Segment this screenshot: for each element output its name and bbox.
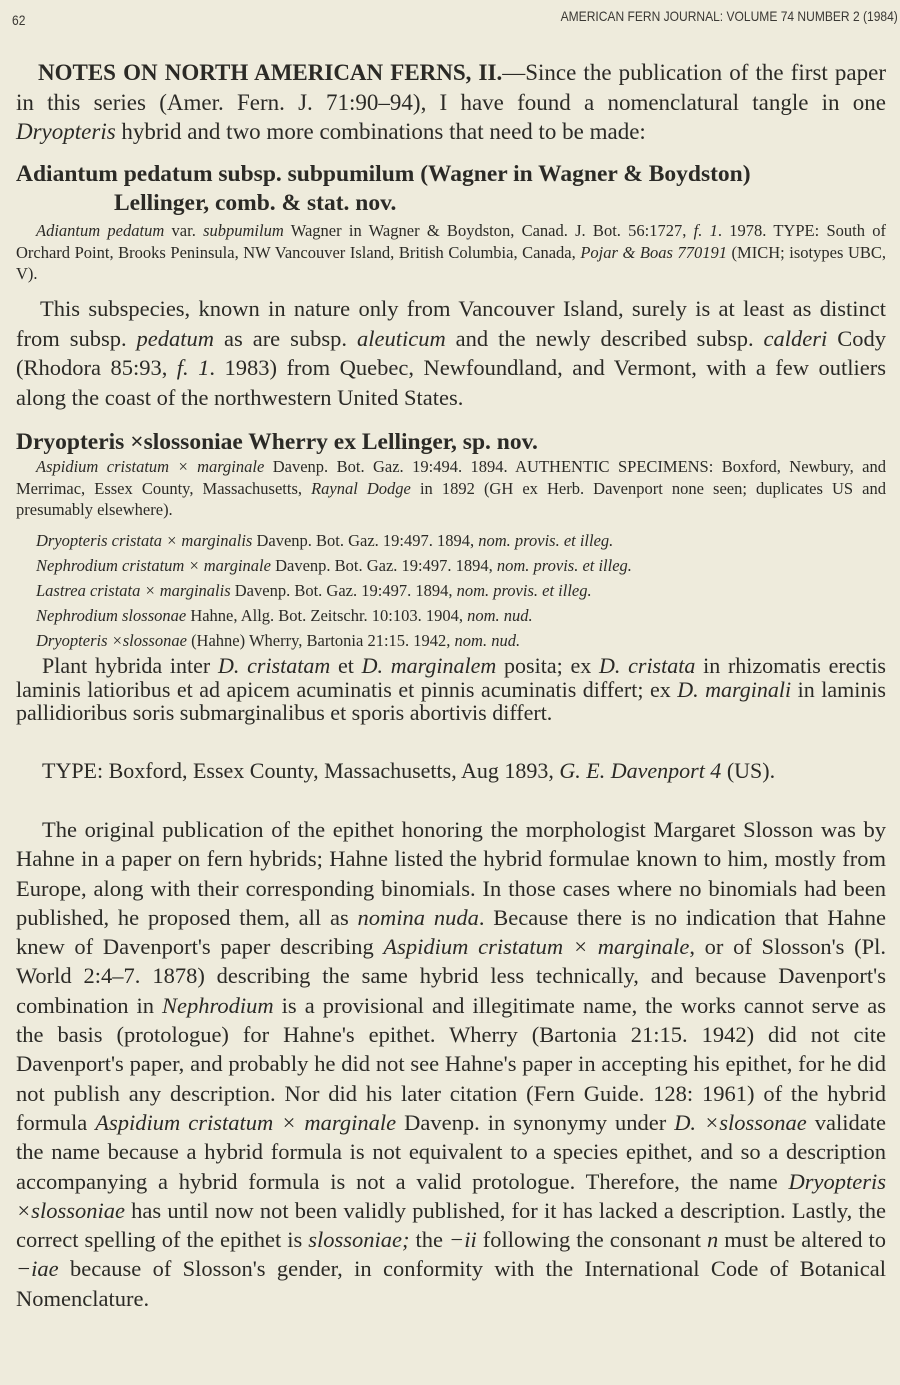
entry1-citation: Adiantum pedatum var. subpumilum Wagner in Wagner & Boydston, Canad. J. Bot. 56:1727, f. 1. 1978. TYPE: South of Orchard Point, Brooks Peninsula, NW Vancouver Island, British Columbia, Canada, Pojar & Boas 770191 (MICH; isotypes UBC, V). bbox=[16, 221, 887, 283]
journal-title: AMERICAN FERN JOURNAL: VOLUME 74 NUMBER 2 (1984) bbox=[560, 8, 898, 24]
synonym-item: Dryopteris cristata × marginalis Davenp. Bot. Gaz. 19:497. 1894, nom. provis. et illeg. bbox=[36, 531, 614, 550]
entry1-heading: Adiantum pedatum subsp. subpumilum (Wagner in Wagner & Boydston) Lellinger, comb. & stat. nov. bbox=[16, 161, 751, 216]
running-head bbox=[12, 8, 898, 32]
entry2-citation: Aspidium cristatum × marginale Davenp. Bot. Gaz. 19:494. 1894. AUTHENTIC SPECIMENS: Boxford, Newbury, and Merrimac, Essex County, Massachusetts, Raynal Dodge in 1892 (GH ex Herb. Davenport none seen; duplicates US and presumably elsewhere). bbox=[16, 457, 886, 519]
entry2-heading: Dryopteris ×slossoniae Wherry ex Lellinger, sp. nov. bbox=[16, 429, 538, 455]
page-number: 62 bbox=[12, 12, 26, 28]
discussion-paragraph: The original publication of the epithet honoring the morphologist Margaret Slosson was by Hahne in a paper on fern hybrids; Hahne listed the hybrid formulae known to him, mostly from Europe, along with their corresponding binomials. In those cases where no binomials had been published, he proposed them, all as nomina nuda. Because there is no indication that Hahne knew of Davenport's paper describing Aspidium cristatum × marginale, or of Slosson's (Pl. World 2:4–7. 1878) describing the same hybrid less technically, and because Davenport's combination in Nephrodium is a provisional and illegitimate name, the works cannot serve as the basis (protologue) for Hahne's epithet. Wherry (Bartonia 21:15. 1942) did not cite Davenport's paper, and probably he did not see Hahne's paper in accepting his epithet, for he did not publish any description. Nor did his later citation (Fern Guide. 128: 1961) of the hybrid formula Aspidium cristatum × marginale Davenp. in synonymy under D. ×slossonae validate the name because a hybrid formula is not equivalent to a species epithet, and so a description accompanying a hybrid formula is not a valid protologue. Therefore, the name Dryopteris ×slossoniae has until now not been validly published, for it has lacked a description. Lastly, the correct spelling of the epithet is slossoniae; the −ii following the consonant n must be altered to −iae because of Slosson's gender, in conformity with the International Code of Botanical Nomenclature. bbox=[16, 817, 886, 1311]
article-title: NOTES ON NORTH AMERICAN FERNS, II. bbox=[38, 60, 503, 85]
type-specimen: TYPE: Boxford, Essex County, Massachusetts, Aug 1893, G. E. Davenport 4 (US). bbox=[42, 758, 776, 783]
synonym-item: Nephrodium slossonae Hahne, Allg. Bot. Zeitschr. 10:103. 1904, nom. nud. bbox=[36, 606, 533, 625]
synonym-item: Dryopteris ×slossonae (Hahne) Wherry, Bartonia 21:15. 1942, nom. nud. bbox=[36, 631, 521, 650]
entry1-body: This subspecies, known in nature only from Vancouver Island, surely is at least as distinct from subsp. pedatum as are subsp. aleuticum and the newly described subsp. calderi Cody (Rhodora 85:93, f. 1. 1983) from Quebec, Newfoundland, and Vermont, with a few outliers along the coast of the northwestern United States. bbox=[16, 296, 886, 410]
synonym-list bbox=[36, 528, 886, 653]
intro-paragraph: NOTES ON NORTH AMERICAN FERNS, II.—Since the publication of the first paper in this series (Amer. Fern. J. 71:90–94), I have found a nomenclatural tangle in one Dryopteris hybrid and two more combinations that need to be made: bbox=[16, 60, 886, 144]
synonym-item: Nephrodium cristatum × marginale Davenp. Bot. Gaz. 19:497. 1894, nom. provis. et illeg. bbox=[36, 556, 632, 575]
latin-diagnosis: Plant hybrida inter D. cristatam et D. marginalem posita; ex D. cristata in rhizomatis erectis laminis latioribus et ad apicem acuminatis et pinnis acuminatis differt; ex D. marginali in laminis pallidioribus soris submarginalibus et sporis abortivis differt. bbox=[16, 653, 886, 725]
synonym-item: Lastrea cristata × marginalis Davenp. Bot. Gaz. 19:497. 1894, nom. provis. et illeg. bbox=[36, 581, 592, 600]
